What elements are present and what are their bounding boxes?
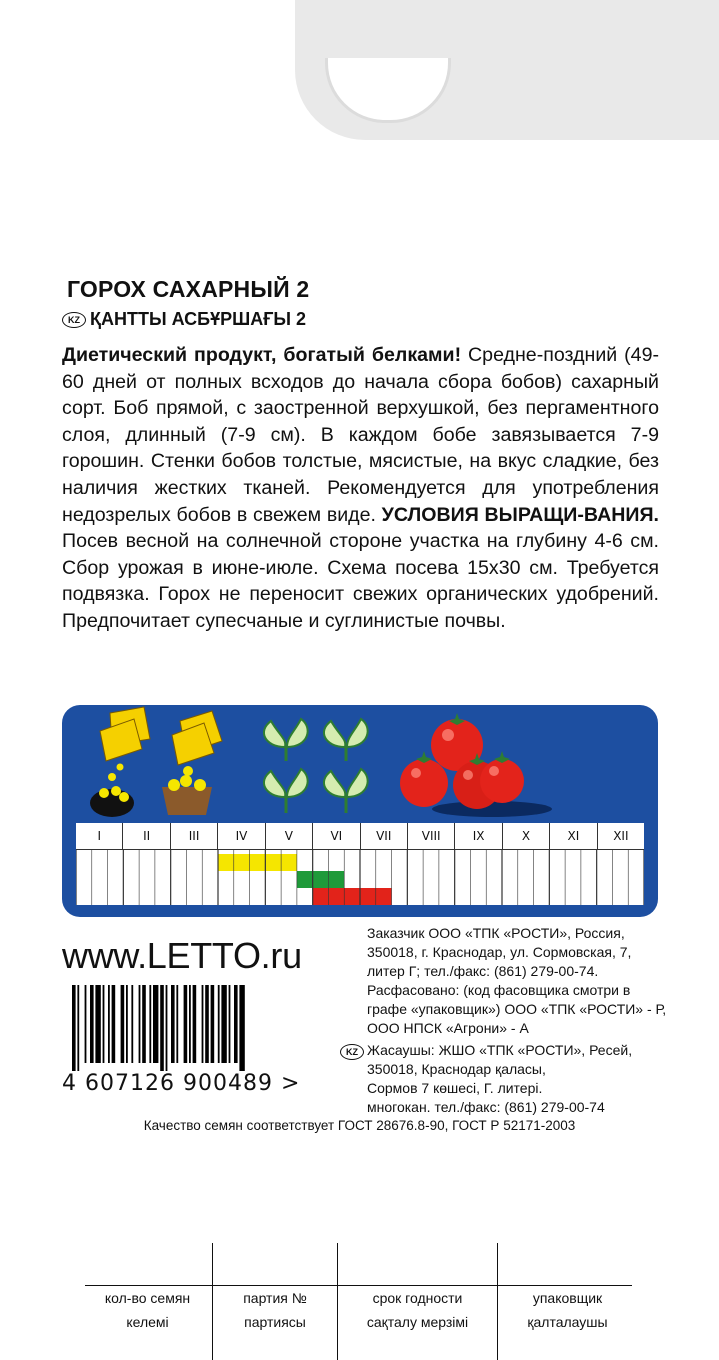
footer-label: партия № [243, 1290, 307, 1306]
barcode-bar [85, 985, 87, 1063]
barcode-bar [153, 985, 158, 1063]
company-info-ru [367, 924, 667, 1038]
kz-language-icon: KZ [62, 312, 86, 328]
company-line: литер Г; тел./факс: (861) 279-00-74. [367, 963, 599, 979]
barcode-bar [142, 985, 146, 1063]
sowing-in-pot-icon [162, 711, 222, 815]
barcode-bar [166, 985, 168, 1071]
divider [212, 1243, 213, 1360]
calendar-cell-growing [328, 871, 344, 888]
product-subtitle-kz [62, 309, 306, 330]
footer-label: қалталаушы [527, 1314, 608, 1330]
barcode-bar [149, 985, 151, 1063]
barcode-bar [108, 985, 110, 1063]
calendar-cell-growing [313, 871, 329, 888]
footer-label: кол-во семян [104, 1290, 191, 1306]
footer-label: упаковщик [532, 1290, 603, 1306]
month-label: XII [613, 829, 629, 843]
calendar-cell-harvest [360, 888, 376, 905]
company-line: Расфасовано: (код фасовщика смотри в [367, 982, 631, 998]
divider [497, 1243, 498, 1360]
footer-label: срок годности [372, 1290, 463, 1306]
month-label: V [266, 823, 313, 849]
barcode-digits: 4 607126 900489 > [62, 1071, 301, 1096]
barcode-bar [160, 985, 164, 1071]
barcode-bar [184, 985, 188, 1063]
footer-label: келемі [126, 1314, 169, 1330]
month-calendar [76, 823, 644, 905]
barcode-bar [72, 985, 76, 1071]
kz-language-icon: KZ [340, 1044, 364, 1060]
barcode-bar [131, 985, 133, 1063]
barcode-bar [229, 985, 231, 1063]
company-line: ООО НПСК «Агрони» - А [367, 1020, 529, 1036]
barcode-bar [121, 985, 125, 1063]
barcode-bar [221, 985, 226, 1063]
month-label: VII [361, 823, 408, 849]
barcode-bar [126, 985, 128, 1063]
barcode-bar [90, 985, 94, 1063]
product-description [62, 342, 659, 635]
divider [337, 1243, 338, 1360]
company-line: Заказчик ООО «ТПК «РОСТИ», Россия, [367, 925, 625, 941]
barcode-bar [95, 985, 100, 1063]
barcode-bar [103, 985, 105, 1063]
barcode-bar [239, 985, 244, 1071]
footer-label: сақталу мерзімі [366, 1314, 469, 1330]
divider [85, 1285, 632, 1286]
calendar-cell-sowing [234, 854, 250, 871]
calendar-cell-harvest [328, 888, 344, 905]
company-line: 350018, г. Краснодар, ул. Сормовская, 7, [367, 944, 632, 960]
company-line: Жасаушы: ЖШО «ТПК «РОСТИ», Ресей, [367, 1042, 633, 1058]
month-header-row [76, 823, 644, 850]
calendar-grid [76, 850, 644, 905]
sowing-in-ground-icon [90, 707, 150, 817]
month-label: X [503, 823, 550, 849]
barcode [62, 985, 340, 1071]
barcode-bar [205, 985, 209, 1063]
growing-calendar-panel [62, 705, 658, 917]
month-label: II [123, 823, 170, 849]
barcode-bar [189, 985, 191, 1063]
month-label: VI [313, 823, 360, 849]
month-label: I [76, 823, 123, 849]
barcode-bar [171, 985, 175, 1063]
calendar-cell-growing [297, 871, 313, 888]
calendar-cell-harvest [344, 888, 360, 905]
barcode-bar [211, 985, 215, 1063]
company-line: 350018, Краснодар қаласы, [367, 1061, 546, 1077]
barcode-bar [193, 985, 197, 1063]
calendar-icons [62, 705, 658, 823]
calendar-cell-sowing [265, 854, 281, 871]
company-info-kz [367, 1041, 667, 1117]
barcode-bar [112, 985, 116, 1063]
website-url: www.LETTO.ru [62, 935, 302, 976]
barcode-bar [202, 985, 204, 1063]
calendar-cell-harvest [376, 888, 392, 905]
month-label: IV [218, 823, 265, 849]
month-label: VIII [408, 823, 455, 849]
calendar-cell-sowing [281, 854, 297, 871]
barcode-bar [176, 985, 178, 1063]
description-lead: Диетический продукт, богатый белками! [62, 344, 462, 366]
calendar-cell-sowing [250, 854, 266, 871]
description-body-1: Средне-поздний (49-60 дней от полных всходов до начала сбора бобов) сахарный сорт. Боб прямой, с заостренной верхушкой, без пергаментного слоя, длинный (7-9 см). В каждом бобе завязывается 7-9 горошин. Стенки бобов толстые, мясистые, на вкус сладкие, без наличия жестких тканей. Рекомендуется для употребления недозрелых бобов в свежем виде. [62, 344, 659, 526]
company-line: многокан. тел./факс: (861) 279-00-74 [367, 1099, 605, 1115]
product-title: ГОРОХ САХАРНЫЙ 2 [67, 276, 310, 302]
barcode-bar [77, 985, 79, 1071]
gost-standard: Качество семян соответствует ГОСТ 28676.8-90, ГОСТ Р 52171-2003 [143, 1118, 576, 1133]
conditions-heading: УСЛОВИЯ ВЫРАЩИ-ВАНИЯ. [381, 503, 659, 526]
company-line: Сормов 7 көшесі, Г. литері. [367, 1080, 543, 1096]
calendar-cell-harvest [313, 888, 329, 905]
harvest-tomatoes-icon [400, 713, 552, 817]
barcode-bar [234, 985, 238, 1063]
barcode-bar [218, 985, 220, 1063]
month-label: III [171, 823, 218, 849]
calendar-cell-sowing [218, 854, 234, 871]
company-line: графе «упаковщик») ООО «ТПК «РОСТИ» - Р, [367, 1001, 667, 1017]
barcode-bar [139, 985, 141, 1063]
month-label: XI [550, 823, 597, 849]
description-body-2: Посев весной на солнечной стороне участка на глубину 4-6 см. Сбор урожая в июне-июле. Схема посева 15х30 см. Требуется подвязка. Горох не переносит свежих органических удобрений. Предпочитает супесчаные и суглинистые почвы. [62, 530, 659, 632]
month-label: IX [455, 823, 502, 849]
footer-label: партиясы [244, 1314, 306, 1330]
subtitle-kz-text: ҚАНТТЫ АСБҰРШАҒЫ 2 [90, 309, 307, 329]
seedling-leaves-icon [264, 719, 368, 813]
